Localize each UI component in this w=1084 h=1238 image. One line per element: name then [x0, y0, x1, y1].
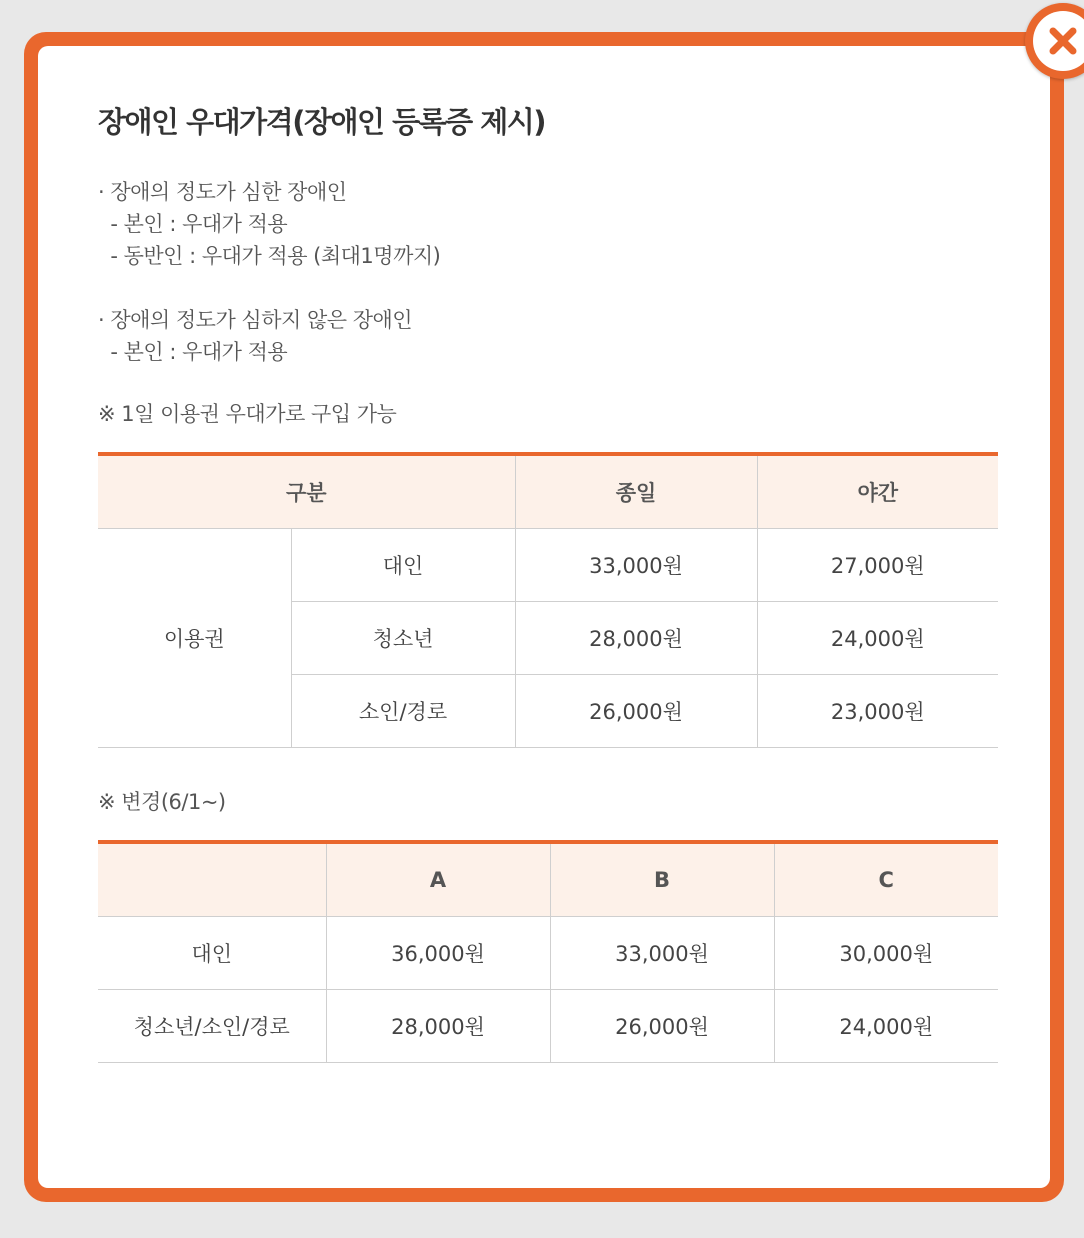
price-c: 24,000원: [774, 990, 998, 1063]
header-category: 구분: [98, 454, 515, 529]
row-category: 대인: [291, 529, 515, 602]
price-night: 27,000원: [757, 529, 998, 602]
note-line: - 동반인 : 우대가 적용 (최대1명까지): [98, 244, 441, 268]
note-line: · 장애의 정도가 심한 장애인: [98, 180, 347, 204]
header-c: C: [774, 842, 998, 917]
price-allday: 26,000원: [515, 675, 757, 748]
modal-content: [98, 102, 998, 1063]
row-label: 대인: [98, 917, 326, 990]
caption-one-day-pass: ※ 1일 이용권 우대가로 구입 가능: [98, 402, 397, 426]
row-category: 청소년: [291, 602, 515, 675]
table-header-row: [98, 842, 998, 917]
price-b: 26,000원: [550, 990, 774, 1063]
discount-price-table: [98, 452, 998, 748]
caption-change-notice: ※ 변경(6/1~): [98, 790, 226, 814]
table-row: [98, 990, 998, 1063]
header-b: B: [550, 842, 774, 917]
ticket-group-label: 이용권: [98, 529, 291, 748]
row-label: 청소년/소인/경로: [98, 990, 326, 1063]
changed-price-table: [98, 840, 998, 1063]
note-line: - 본인 : 우대가 적용: [98, 340, 288, 364]
table-row: [98, 917, 998, 990]
price-a: 28,000원: [326, 990, 550, 1063]
close-icon: [1042, 20, 1084, 62]
note-spacer: [98, 272, 998, 304]
modal-dialog: [38, 46, 1050, 1188]
price-a: 36,000원: [326, 917, 550, 990]
price-c: 30,000원: [774, 917, 998, 990]
price-night: 23,000원: [757, 675, 998, 748]
table-row: [98, 529, 998, 602]
note-line: · 장애의 정도가 심하지 않은 장애인: [98, 308, 413, 332]
price-allday: 33,000원: [515, 529, 757, 602]
header-a: A: [326, 842, 550, 917]
header-night: 야간: [757, 454, 998, 529]
note-line: - 본인 : 우대가 적용: [98, 212, 288, 236]
price-allday: 28,000원: [515, 602, 757, 675]
table-header-row: [98, 454, 998, 529]
price-b: 33,000원: [550, 917, 774, 990]
header-allday: 종일: [515, 454, 757, 529]
eligibility-notes: [98, 176, 998, 368]
row-category: 소인/경로: [291, 675, 515, 748]
price-night: 24,000원: [757, 602, 998, 675]
header-empty: [98, 842, 326, 917]
modal-frame: [24, 32, 1064, 1202]
modal-title: 장애인 우대가격(장애인 등록증 제시): [98, 105, 546, 139]
